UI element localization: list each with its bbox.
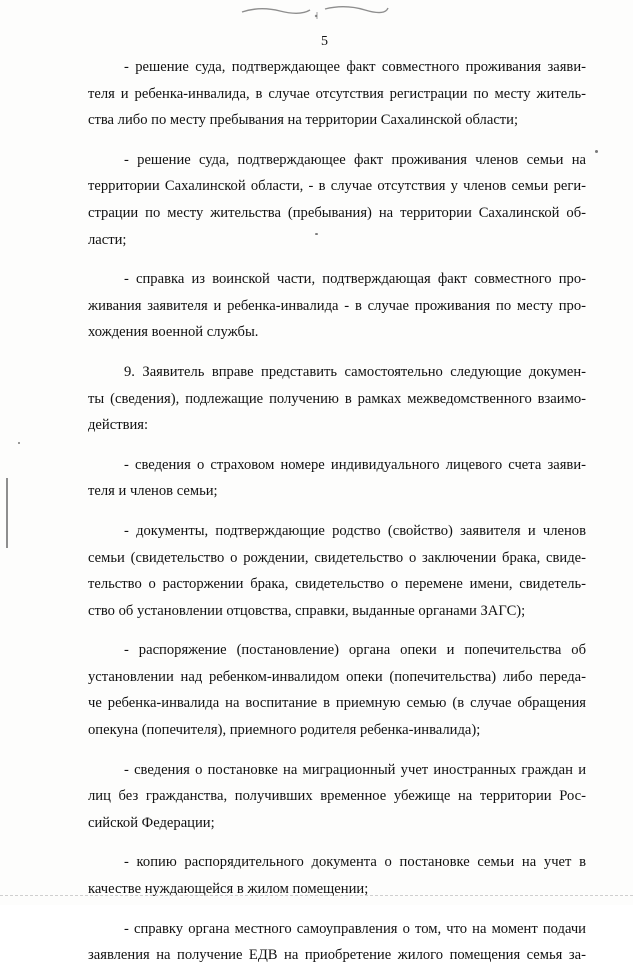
paragraph-spacer: [88, 346, 586, 359]
paragraph-spacer: [88, 134, 586, 147]
text-line: че ребенка-инвалида на воспитание в приемную семью (в случае обращения: [88, 695, 586, 712]
document-body: [88, 54, 586, 969]
text-line: ласти;: [88, 231, 127, 248]
text-line: ства либо по месту пребывания на территории Сахалинской области;: [88, 112, 519, 129]
text-line: - сведения о постановке на миграционный учет иностранных граждан и: [124, 761, 586, 778]
paragraph: [88, 757, 586, 837]
scan-speck: [595, 150, 598, 153]
text-line: лиц без гражданства, получивших временное убежище на территории Рос-: [88, 788, 586, 805]
paragraph-spacer: [88, 439, 586, 452]
text-line: заявления на получение ЕДВ на приобретение жилого помещения семья за-: [88, 947, 586, 964]
text-line: теля и ребенка-инвалида, в случае отсутствия регистрации по месту житель-: [88, 85, 586, 102]
text-line: установлении над ребенком-инвалидом опеки (попечительства) либо переда-: [88, 668, 586, 685]
text-line: сийской Федерации;: [88, 814, 215, 831]
scan-margin-mark: [6, 478, 8, 548]
text-line: опекуна (попечителя), приемного родителя ребенка-инвалида);: [88, 722, 481, 739]
scan-speck: [18, 442, 20, 444]
text-line: - справка из воинской части, подтверждающая факт совместного про-: [124, 271, 586, 288]
text-line: 9. Заявитель вправе представить самостоятельно следующие докумен-: [124, 363, 586, 380]
scan-speck: [315, 233, 318, 235]
paragraph: [88, 916, 586, 969]
paragraph: [88, 518, 586, 624]
text-line: теля и членов семьи;: [88, 483, 218, 500]
text-line: живания заявителя и ребенка-инвалида - в случае проживания по месту про-: [88, 297, 586, 314]
paragraph: [88, 452, 586, 505]
text-line: ты (сведения), подлежащие получению в рамках межведомственного взаимо-: [88, 390, 586, 407]
text-line: страции по месту жительства (пребывания) на территории Сахалинской об-: [88, 204, 586, 221]
text-line: - справку органа местного самоуправления о том, что на момент подачи: [124, 920, 586, 937]
paragraph-spacer: [88, 624, 586, 637]
paragraph-spacer: [88, 744, 586, 757]
text-line: - решение суда, подтверждающее факт проживания членов семьи на: [124, 151, 586, 168]
scan-artifact-top: [240, 2, 390, 20]
text-line: - распоряжение (постановление) органа опеки и попечительства об: [124, 642, 586, 659]
scan-bottom-edge: [0, 895, 633, 897]
paragraph: [88, 54, 586, 134]
paragraph: [88, 359, 586, 439]
text-line: - копию распорядительного документа о постановке семьи на учет в: [124, 854, 586, 871]
paragraph-spacer: [88, 253, 586, 266]
paragraph: [88, 147, 586, 253]
paragraph: [88, 266, 586, 346]
text-line: действия:: [88, 417, 149, 434]
paragraph-spacer: [88, 505, 586, 518]
paragraph-spacer: [88, 836, 586, 849]
paragraph: [88, 637, 586, 743]
text-line: - сведения о страховом номере индивидуального лицевого счета заяви-: [124, 456, 586, 473]
text-line: - документы, подтверждающие родство (свойство) заявителя и членов: [124, 522, 586, 539]
text-line: - решение суда, подтверждающее факт совместного проживания заяви-: [124, 59, 586, 75]
text-line: хождения военной службы.: [88, 324, 259, 341]
text-line: ство об установлении отцовства, справки, выданные органами ЗАГС);: [88, 602, 526, 619]
text-line: тельство о расторжении брака, свидетельство о перемене имени, свидетель-: [88, 576, 586, 593]
page-number: 5: [321, 34, 328, 49]
text-line: качестве нуждающейся в жилом помещении;: [88, 881, 369, 898]
text-line: семьи (свидетельство о рождении, свидетельство о заключении брака, свиде-: [88, 549, 586, 566]
text-line: территории Сахалинской области, - в случае отсутствия у членов семьи реги-: [88, 178, 586, 195]
